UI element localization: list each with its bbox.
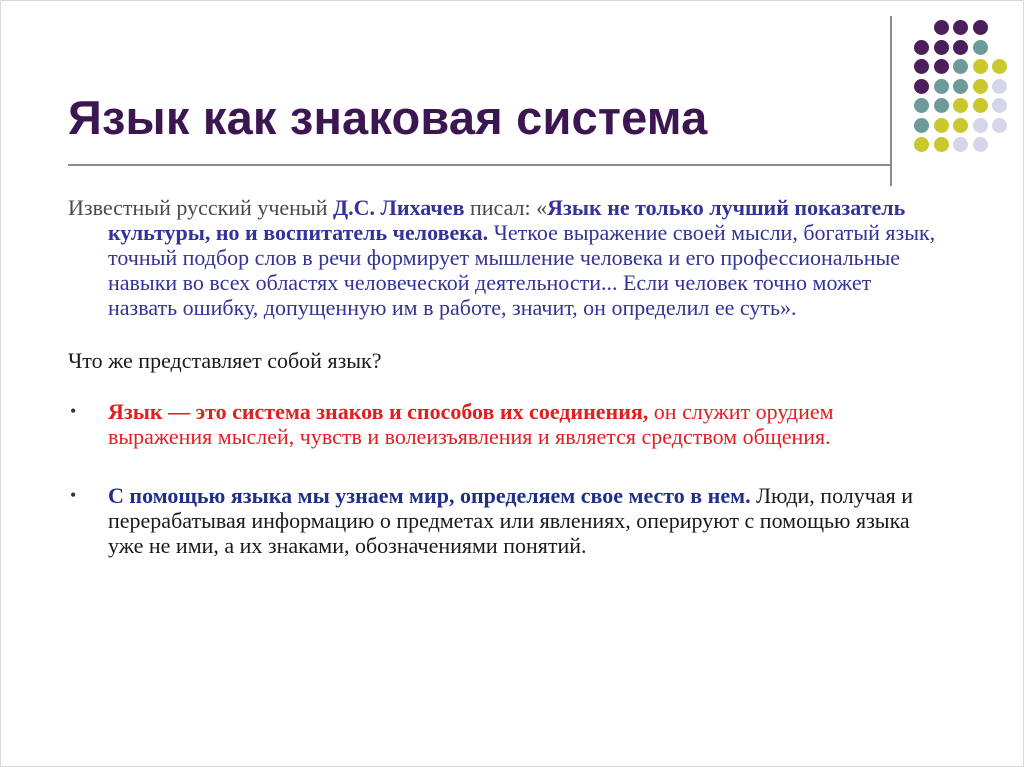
decorative-dot bbox=[934, 137, 949, 152]
quote-said: писал: « bbox=[464, 195, 548, 220]
quote-paragraph bbox=[68, 195, 938, 320]
bullet-marker: • bbox=[70, 401, 77, 421]
decorative-dot bbox=[934, 98, 949, 113]
decorative-dot bbox=[934, 59, 949, 74]
bullet-item bbox=[68, 399, 938, 449]
bullet-bold: С помощью языка мы узнаем мир, определяем свое место в нем. bbox=[108, 483, 751, 508]
decorative-dot bbox=[953, 59, 968, 74]
decorative-dot bbox=[914, 59, 929, 74]
decorative-dot bbox=[973, 98, 988, 113]
decorative-dot bbox=[914, 118, 929, 133]
vertical-divider bbox=[890, 16, 892, 186]
decorative-dot bbox=[992, 79, 1007, 94]
question-text: Что же представляет собой язык? bbox=[68, 348, 382, 373]
decorative-dot bbox=[953, 118, 968, 133]
decorative-dot bbox=[992, 118, 1007, 133]
decorative-dot bbox=[934, 20, 949, 35]
decorative-dot bbox=[914, 40, 929, 55]
decorative-dot bbox=[914, 137, 929, 152]
decorative-dot bbox=[973, 118, 988, 133]
decorative-dot bbox=[953, 79, 968, 94]
quote-bold: Язык не только лучший показатель культуры, но и воспитатель человека. bbox=[108, 195, 906, 245]
decorative-dot bbox=[914, 79, 929, 94]
slide-title: Язык как знаковая система bbox=[68, 91, 708, 144]
decorative-dot bbox=[973, 137, 988, 152]
decorative-dot bbox=[953, 98, 968, 113]
bullet-text: Люди, получая и перерабатывая информацию о предметах или явлениях, оперируют с помощью языка уже не ими, а их знаками, обозначениями понятий. bbox=[108, 483, 913, 558]
bullet-item bbox=[68, 483, 938, 558]
decorative-dot bbox=[953, 20, 968, 35]
bullet-marker: • bbox=[70, 485, 77, 505]
decorative-dot bbox=[973, 20, 988, 35]
quote-rest: Четкое выражение своей мысли, богатый язык, точный подбор слов в речи формирует мышление человека и его профессиональные навыки во всех областях человеческой деятельности... Если человек точно может назвать ошибку, допущенную им в работе, значит, он определил ее суть». bbox=[108, 220, 936, 320]
horizontal-divider bbox=[68, 164, 890, 166]
decorative-dot bbox=[953, 137, 968, 152]
decorative-dot bbox=[973, 40, 988, 55]
bullet-bold: Язык — это система знаков и способов их соединения, bbox=[108, 399, 649, 424]
bullet-text: он служит орудием выражения мыслей, чувств и волеизъявления и является средством общения. bbox=[108, 399, 834, 449]
decorative-dot bbox=[992, 98, 1007, 113]
decorative-dot bbox=[992, 59, 1007, 74]
quote-author: Д.С. Лихачев bbox=[333, 195, 465, 220]
decorative-dot bbox=[973, 59, 988, 74]
decorative-dot bbox=[934, 79, 949, 94]
slide-content bbox=[68, 195, 938, 558]
quote-lead: Известный русский ученый bbox=[68, 195, 333, 220]
decorative-dot bbox=[914, 98, 929, 113]
decorative-dot bbox=[934, 118, 949, 133]
decorative-dot bbox=[953, 40, 968, 55]
decorative-dot bbox=[973, 79, 988, 94]
decorative-dot bbox=[934, 40, 949, 55]
